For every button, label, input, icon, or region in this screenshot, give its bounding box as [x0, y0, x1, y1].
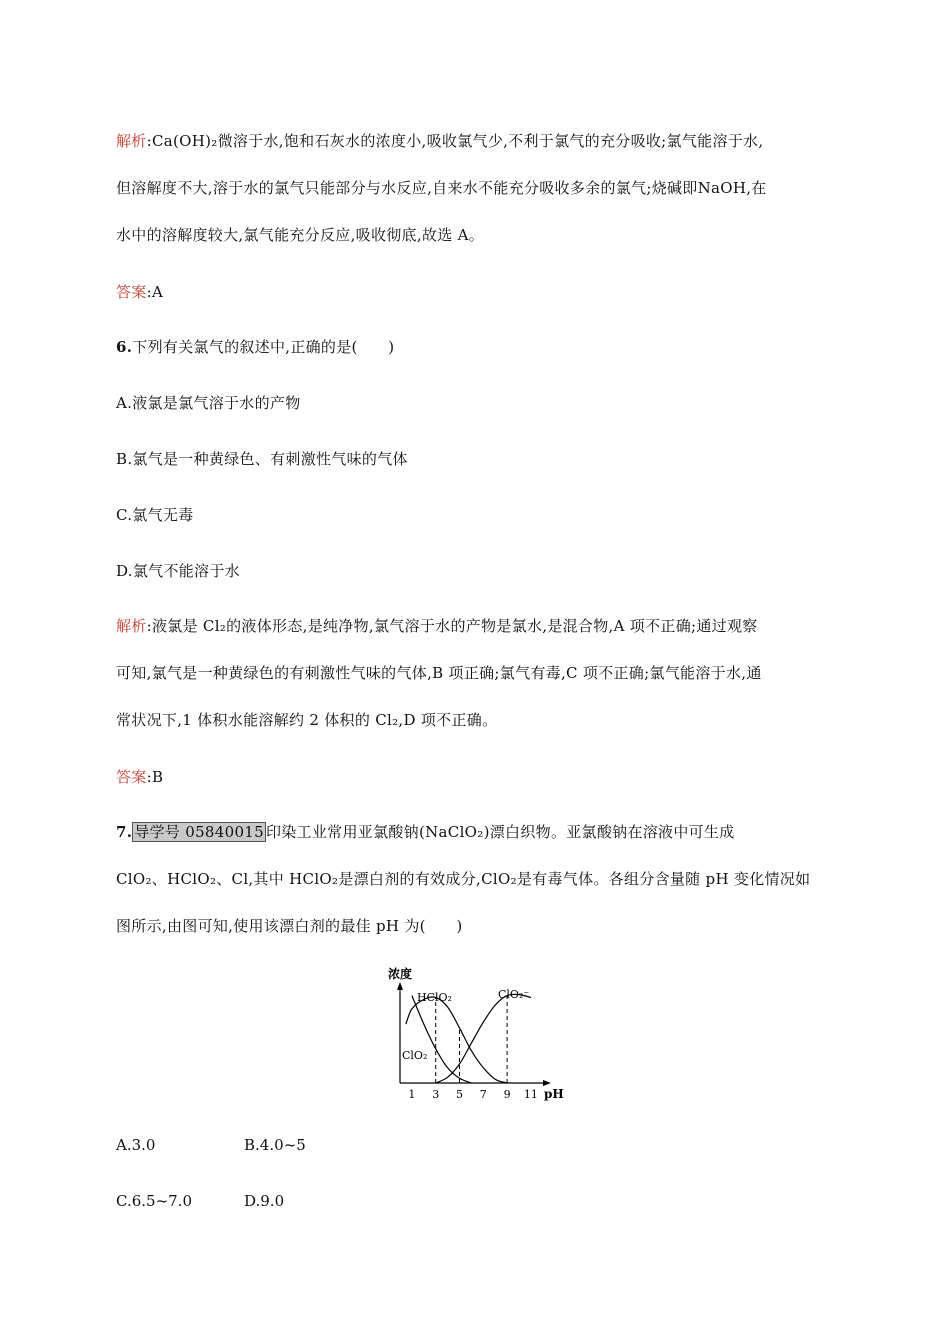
q7-stem-line-2: ClO₂、HClO₂、Cl,其中 HClO₂是漂白剂的有效成分,ClO₂是有毒气体。各组分含量随 pH 变化情况如 [116, 870, 811, 888]
q6-analysis-line-1: :液氯是 Cl₂的液体形态,是纯净物,氯气溶于水的产物是氯水,是混合物,A 项不正确;通过观察 [146, 617, 758, 635]
q5-analysis [116, 118, 836, 259]
q5-answer [116, 269, 836, 316]
x-axis-arrow [543, 1080, 551, 1086]
q6-analysis [116, 603, 836, 744]
y-axis-label: 浓度 [388, 967, 413, 981]
x-tick-label: 7 [479, 1088, 487, 1101]
label-hclo2: HClO₂ [417, 991, 452, 1004]
answer-value: :A [146, 283, 164, 301]
q6-option-d: D.氯气不能溶于水 [116, 562, 240, 580]
q7-option-d: D.9.0 [244, 1192, 285, 1210]
q6-option-a: A.液氯是氯气溶于水的产物 [116, 394, 301, 412]
label-clo2-minus: ClO₂⁻ [498, 988, 530, 1001]
x-tick-label: 3 [432, 1088, 440, 1101]
answer-value: :B [146, 768, 164, 786]
q5-analysis-line-1: :Ca(OH)₂微溶于水,饱和石灰水的浓度小,吸收氯气少,不利于氯气的充分吸收;氯气能溶于水, [146, 132, 764, 150]
q5-analysis-line-3: 水中的溶解度较大,氯气能充分反应,吸收彻底,故选 A。 [116, 226, 485, 244]
q6-option-c: C.氯气无毒 [116, 506, 194, 524]
answer-label: 答案 [116, 768, 147, 786]
q6-stem [116, 324, 836, 371]
q7-option-c: C.6.5~7.0 [116, 1192, 192, 1210]
x-tick-label: 5 [456, 1088, 463, 1101]
series-line-clo2 [412, 996, 472, 1083]
question-number: 7. [116, 823, 133, 841]
q6-analysis-line-3: 常状况下,1 体积水能溶解约 2 体积的 Cl₂,D 项不正确。 [116, 711, 498, 729]
q6-answer [116, 754, 836, 801]
y-axis-arrow [397, 982, 403, 990]
analysis-label: 解析 [116, 132, 147, 150]
q6-analysis-line-2: 可知,氯气是一种黄绿色的有刺激性气味的气体,B 项正确;氯气有毒,C 项不正确;氯气能溶于水,通 [116, 664, 762, 682]
q7-stem-line-3: 图所示,由图可知,使用该漂白剂的最佳 pH 为( ) [116, 917, 463, 935]
guide-number-tag[interactable]: 导学号 05840015 [134, 823, 264, 841]
label-clo2: ClO₂ [402, 1049, 428, 1062]
q5-analysis-line-2: 但溶解度不大,溶于水的氯气只能部分与水反应,自来水不能充分吸收多余的氯气;烧碱即NaOH,在 [116, 179, 767, 197]
x-axis-label: pH [544, 1087, 564, 1101]
q6-option-b: B.氯气是一种黄绿色、有刺激性气味的气体 [116, 450, 408, 468]
x-tick-label: 1 [408, 1088, 416, 1101]
q7-stem-line-1: 印染工业常用亚氯酸钠(NaClO₂)漂白织物。亚氯酸钠在溶液中可生成 [265, 823, 735, 841]
analysis-label: 解析 [116, 617, 147, 635]
answer-label: 答案 [116, 283, 147, 301]
question-text: 下列有关氯气的叙述中,正确的是( ) [132, 338, 395, 356]
x-tick-label: 9 [503, 1088, 511, 1101]
q7-stem [116, 809, 836, 950]
question-number: 6. [116, 338, 133, 356]
q7-option-a: A.3.0 [116, 1136, 156, 1154]
q7-option-b: B.4.0~5 [244, 1136, 306, 1154]
x-tick-label: 11 [523, 1088, 538, 1101]
concentration-ph-chart [380, 962, 580, 1104]
